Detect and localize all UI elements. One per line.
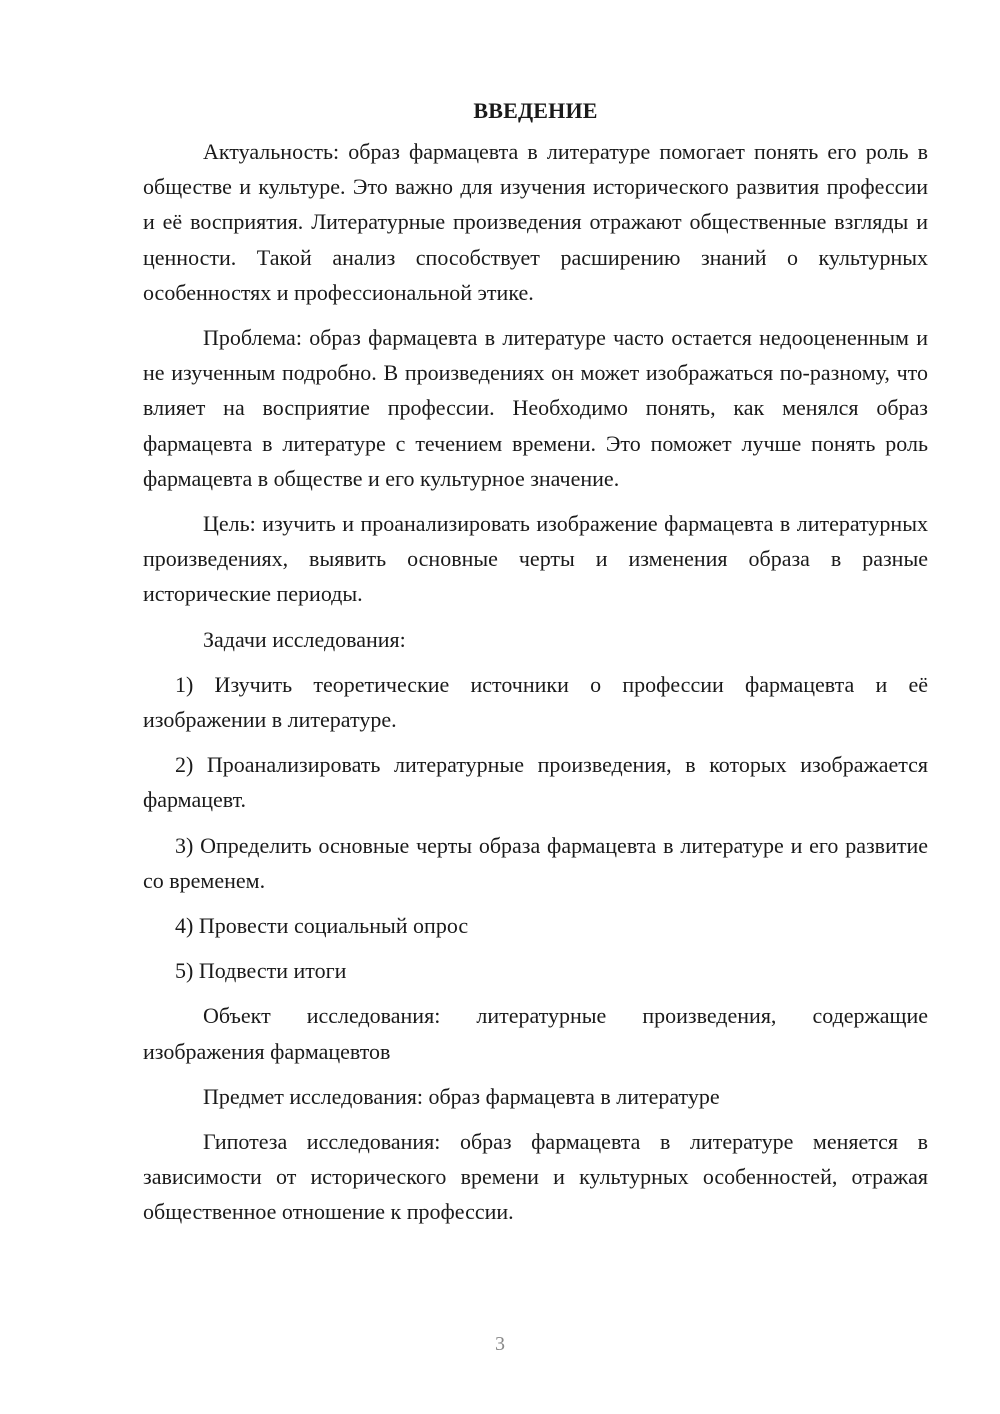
section-title: ВВЕДЕНИЕ [473,98,598,123]
problem-paragraph: Проблема: образ фармацевта в литературе часто остается недооцененным и не изученным подробно. В произведениях он может изображаться по-разному, что влияет на восприятие профессии. Необходимо понять, как менялся образ фармацевта в литературе с течением времени. Это поможет лучше понять роль фармацевта в обществе и его культурное значение. [143,325,928,491]
tasks-heading: Задачи исследования: [203,626,406,652]
relevance-paragraph: Актуальность: образ фармацевта в литературе помогает понять его роль в обществе и культуре. Это важно для изучения исторического развития профессии и её восприятия. Литературные произведения отражают общественные взгляды и ценности. Такой анализ способствует расширению знаний о культурных особенностях и профессиональной этике. [143,139,928,305]
object-paragraph: Объект исследования: литературные произведения, содержащие изображения фармацевтов [143,1003,928,1064]
task-item-2: 2) Проанализировать литературные произведения, в которых изображается фармацевт. [143,752,928,813]
task-item-4: 4) Провести социальный опрос [175,913,469,939]
task-item-3: 3) Определить основные черты образа фармацевта в литературе и его развитие со временем. [143,832,928,893]
document-page [143,93,928,1240]
page-number: 3 [495,1333,505,1355]
subject-paragraph: Предмет исследования: образ фармацевта в литературе [203,1083,720,1109]
goal-paragraph: Цель: изучить и проанализировать изображение фармацевта в литературных произведениях, выявить основные черты и изменения образа в разные исторические периоды. [143,511,928,607]
task-item-1: 1) Изучить теоретические источники о профессии фармацевта и её изображении в литературе. [143,671,928,733]
hypothesis-paragraph: Гипотеза исследования: образ фармацевта в литературе меняется в зависимости от исторического времени и культурных особенностей, отражая общественное отношение к профессии. [143,1129,928,1225]
task-item-5: 5) Подвести итоги [175,958,347,984]
